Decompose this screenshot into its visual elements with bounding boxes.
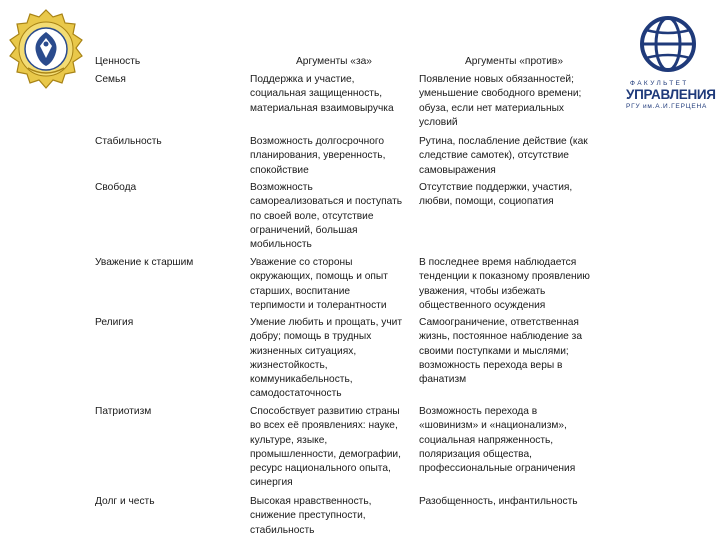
row-value: Религия [95, 317, 134, 328]
brand-management-word: УПРАВЛЕНИЯ [626, 87, 716, 102]
row-value: Семья [95, 74, 126, 85]
row-pro: Способствует развитию страны во всех её проявлениях: науке, культуре, языке, промышленности, демографии, ресурс национального опыта, синергия [250, 406, 401, 489]
row-pro: Возможность самореализоваться и поступать по своей воле, отсутствие ограничений, большая мобильность [250, 182, 403, 251]
row-pro: Возможность долгосрочного планирования, уверенность, спокойствие [250, 136, 386, 176]
row-pro: Уважение со стороны окружающих, помощь и опыт старших, воспитание терпимости и толерантности [250, 257, 388, 311]
row-contra: Появление новых обязанностей; уменьшение свободного времени; обуза, если нет материальных условий [419, 74, 582, 128]
brand-faculty-word: ФАКУЛЬТЕТ [630, 80, 689, 87]
row-contra: В последнее время наблюдается тенденции к показному проявлению уважения, чтобы избежать общественного осуждения [419, 257, 590, 311]
row-pro: Поддержка и участие, социальная защищенность, материальная взаимовыручка [250, 74, 394, 114]
row-value: Долг и честь [95, 496, 155, 507]
header-value: Ценность [95, 56, 141, 67]
header-contra: Аргументы «против» [465, 56, 563, 67]
row-value: Уважение к старшим [95, 257, 194, 268]
row-contra: Рутина, послабление действие (как следствие самотек), отсутствие самовыражения [419, 136, 588, 176]
row-pro: Умение любить и прощать, учит добру; помощь в трудных жизненных ситуациях, жизнестойкость, коммуникабельность, самодостаточность [250, 317, 402, 400]
row-pro: Высокая нравственность, снижение преступности, стабильность [250, 496, 372, 536]
header-pro: Аргументы «за» [296, 56, 372, 67]
row-value: Свобода [95, 182, 137, 193]
row-contra: Самоограничение, ответственная жизнь, постоянное наблюдение за своими поступками и мыслями; возможность перехода веры в фанатизм [419, 317, 582, 386]
brand-university: РГУ им.А.И.ГЕРЦЕНА [626, 103, 708, 110]
row-value: Стабильность [95, 136, 162, 147]
row-contra: Отсутствие поддержки, участия, любви, помощи, социопатия [419, 182, 573, 208]
row-contra: Разобщенность, инфантильность [419, 496, 578, 507]
row-value: Патриотизм [95, 406, 152, 417]
row-contra: Возможность перехода в «шовинизм» и «национализм», социальная напряженность, поляризация общества, профессиональные ограничения [419, 406, 576, 475]
